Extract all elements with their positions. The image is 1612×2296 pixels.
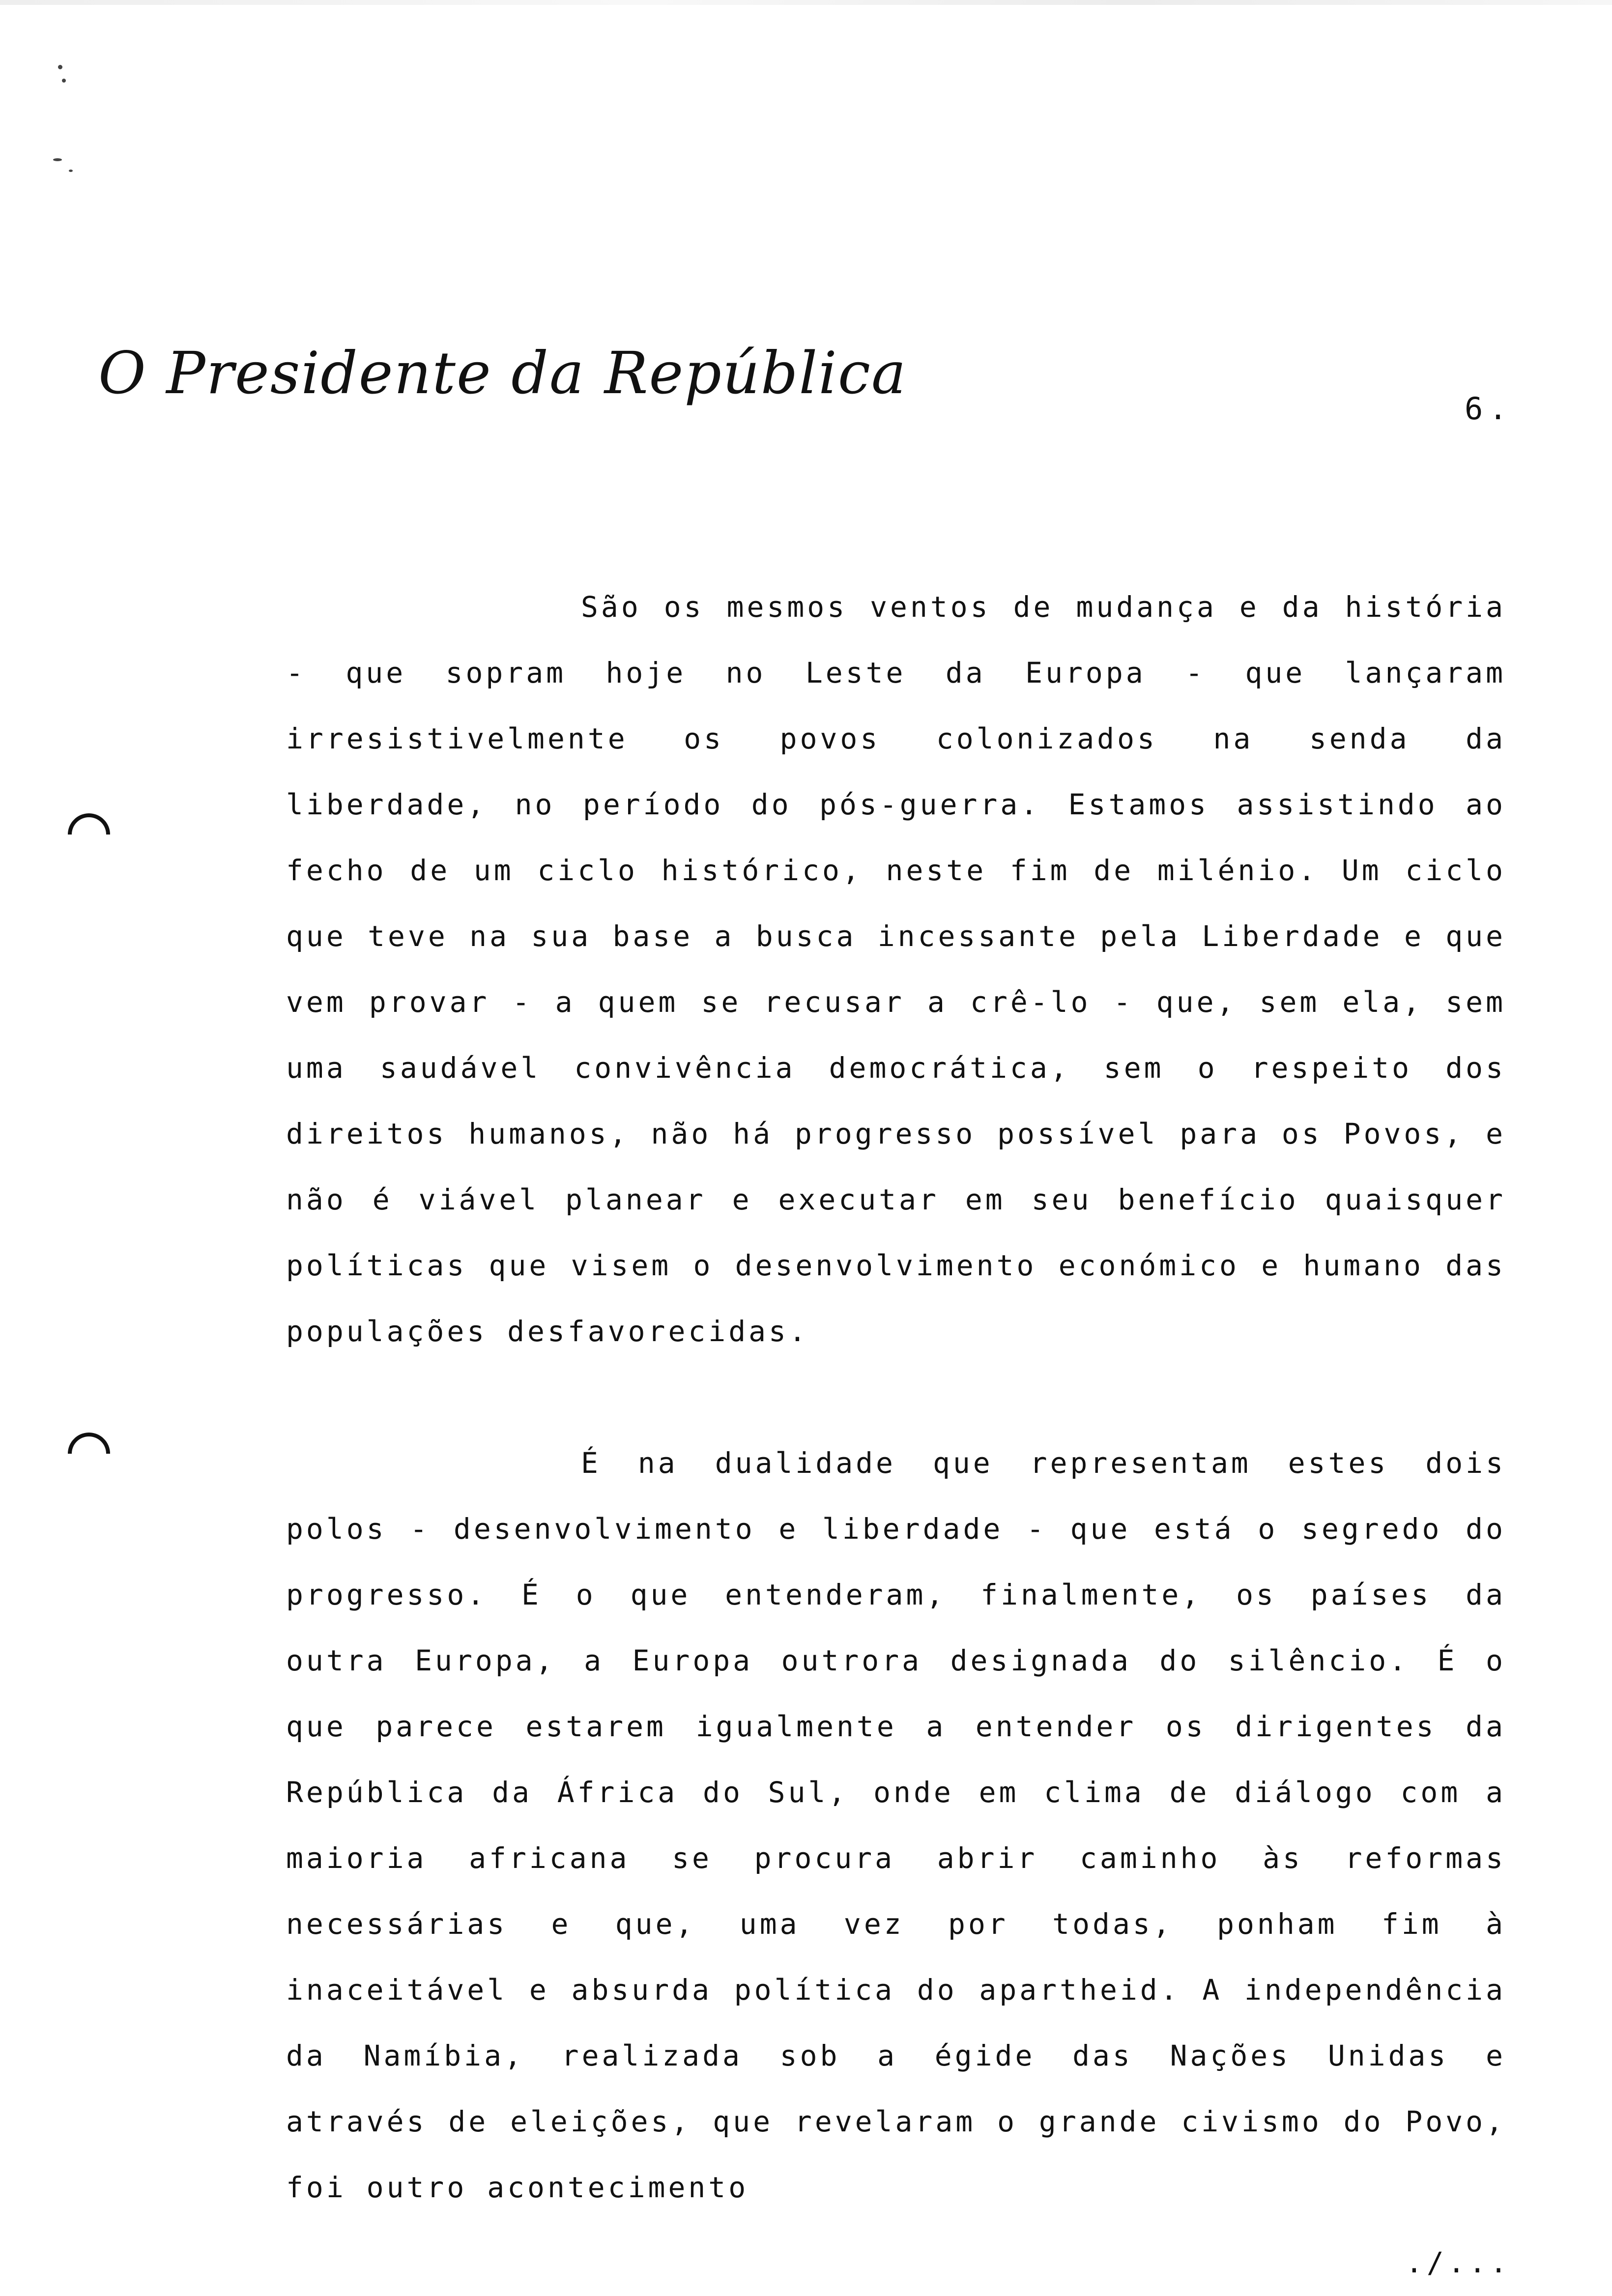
paragraph-text: É na dualidade que representam estes dois polos - desenvolvimento e liberdade - que está o segredo do progresso. É o que entenderam, finalmente, os países da outra Europa, a Europa outrora designada do silêncio. É o que parece estarem igualmente a entender os dirigentes da República da África do Sul, onde em clima de diálogo com a maioria africana se procura abrir caminho às reformas necessárias e que, uma vez por todas, ponham fim à inaceitável e absurda política do apartheid. A independência da Namíbia, realizada sob a égide das Nações Unidas e através de eleições, que revelaram o grande civismo do Povo, foi outro acontecimento xyxy=(286,1446,1506,2204)
punch-hole-mark xyxy=(59,1424,119,1484)
scan-speck xyxy=(53,158,62,161)
page-number: 6. xyxy=(1465,391,1513,427)
continuation-mark: ./... xyxy=(1406,2246,1511,2279)
paragraph-2 xyxy=(286,1430,1506,2220)
paragraph-text: São os mesmos ventos de mudança e da história - que sopram hoje no Leste da Europa - que lançaram irresistivelmente os povos colonizados na senda da liberdade, no período do pós-guerra. Estamos assistindo ao fecho de um ciclo histórico, neste fim de milénio. Um ciclo que teve na sua base a busca incessante pela Liberdade e que vem provar - a quem se recusar a crê-lo - que, sem ela, sem uma saudável convivência democrática, sem o respeito dos direitos humanos, não há progresso possível para os Povos, e não é viável planear e executar em seu benefício quaisquer políticas que visem o desenvolvimento económico e humano das populações desfavorecidas. xyxy=(286,590,1506,1348)
letterhead-title: O Presidente da República xyxy=(98,339,907,407)
punch-hole-mark xyxy=(59,804,119,864)
scan-speck xyxy=(62,79,66,83)
paragraph-1 xyxy=(286,574,1506,1364)
scan-speck xyxy=(58,65,62,69)
scan-edge xyxy=(0,0,1612,5)
scan-speck xyxy=(69,170,73,172)
